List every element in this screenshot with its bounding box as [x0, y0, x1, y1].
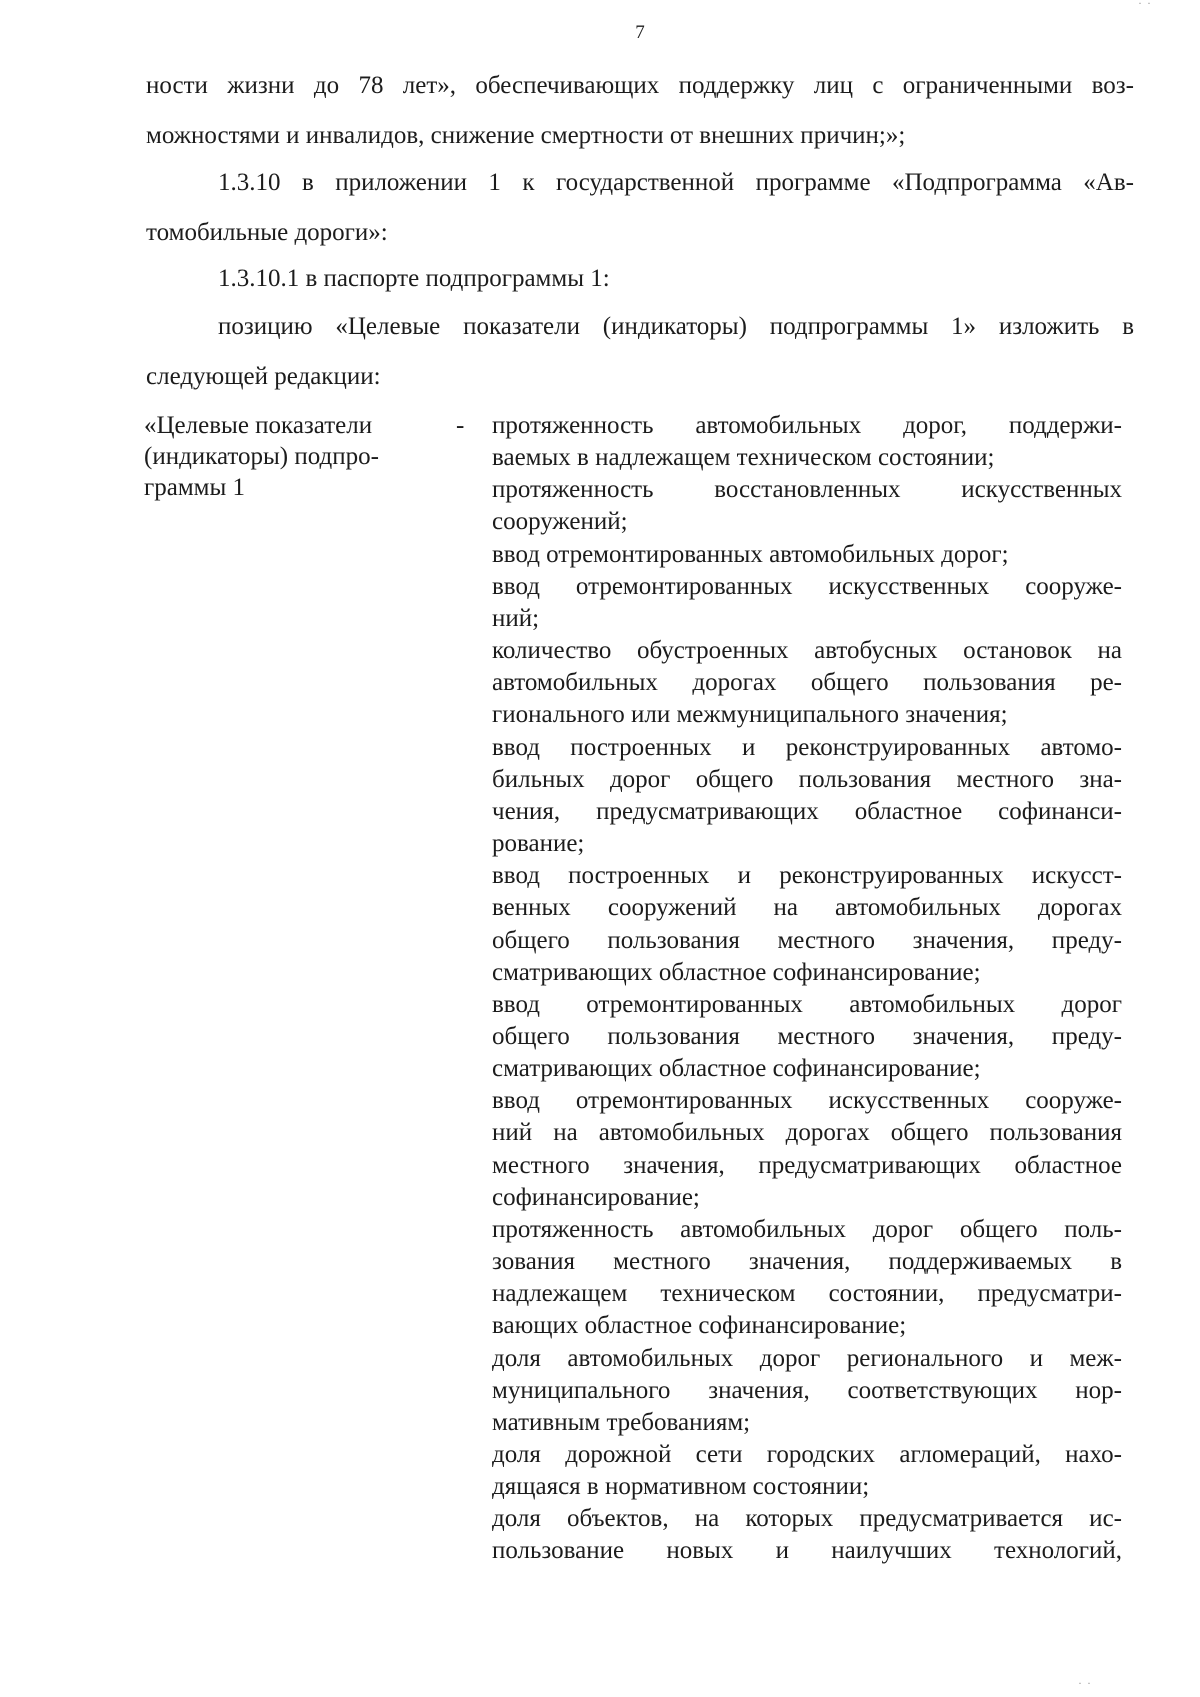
page-number: 7 — [635, 22, 645, 43]
indicator-line: пользование новых и наилучших технологий, — [492, 1537, 1122, 1565]
indicator-line: дящаяся в нормативном состоянии; — [492, 1473, 870, 1501]
paragraph-line: позицию «Целевые показатели (индикаторы) подпрограммы 1» изложить в — [218, 313, 1134, 340]
dash-separator: - — [456, 412, 465, 439]
indicator-line: ввод построенных и реконструированных автомо- — [492, 733, 1122, 761]
indicator-line: бильных дорог общего пользования местного зна- — [492, 765, 1122, 793]
indicator-line: доля автомобильных дорог регионального и меж- — [492, 1344, 1122, 1372]
indicator-line: доля дорожной сети городских агломераций, нахо- — [492, 1441, 1122, 1468]
indicator-line: ввод отремонтированных искусственных сооруже- — [492, 1087, 1122, 1115]
indicator-line: гионального или межмуниципального значения; — [492, 701, 1008, 729]
indicator-line: вающих областное софинансирование; — [492, 1312, 907, 1340]
indicator-line: сооружений; — [492, 508, 628, 536]
indicator-line: муниципального значения, соответствующих нор- — [492, 1376, 1122, 1404]
indicator-line: ввод отремонтированных искусственных сооруже- — [492, 572, 1122, 600]
paragraph-line: 1.3.10 в приложении 1 к государственной программе «Подпрограмма «Ав- — [218, 169, 1134, 196]
paragraph-line: можностями и инвалидов, снижение смертности от внешних причин;»; — [146, 122, 906, 149]
indicator-line: общего пользования местного значения, преду- — [492, 1022, 1122, 1050]
indicator-line: сматривающих областное софинансирование; — [492, 958, 981, 986]
scan-artifact-bottom: · · — [1078, 1676, 1092, 1690]
indicator-line: сматривающих областное софинансирование; — [492, 1055, 981, 1083]
position-title-line: «Целевые показатели — [144, 412, 373, 439]
position-title-line: (индикаторы) подпро- — [144, 443, 379, 470]
indicator-line: чения, предусматривающих областное софинанси- — [492, 797, 1122, 825]
indicator-line: количество обустроенных автобусных остановок на — [492, 637, 1122, 665]
indicator-line: ввод отремонтированных автомобильных дорог — [492, 990, 1122, 1018]
indicator-line: автомобильных дорогах общего пользования ре- — [492, 669, 1122, 697]
indicator-line: доля объектов, на которых предусматривается ис- — [492, 1505, 1122, 1533]
paragraph-line: томобильные дороги»: — [146, 219, 388, 246]
indicator-line: рование; — [492, 830, 585, 858]
position-title — [144, 410, 434, 503]
indicator-line: местного значения, предусматривающих областное — [492, 1151, 1122, 1179]
indicator-line: ний на автомобильных дорогах общего пользования — [492, 1119, 1122, 1147]
paragraph-line: ности жизни до 78 лет», обеспечивающих поддержку лиц с ограниченными воз- — [146, 72, 1134, 99]
indicator-line: протяженность автомобильных дорог, поддержи- — [492, 412, 1122, 439]
indicators-list — [492, 410, 1122, 1568]
indicator-line: ввод построенных и реконструированных искусст- — [492, 862, 1122, 890]
indicator-line: общего пользования местного значения, преду- — [492, 926, 1122, 954]
indicator-line: надлежащем техническом состоянии, предусматри- — [492, 1280, 1122, 1308]
indicator-line: ввод отремонтированных автомобильных дорог; — [492, 540, 1009, 568]
paragraph-line: следующей редакции: — [146, 363, 381, 390]
indicator-line: протяженность восстановленных искусственных — [492, 476, 1122, 504]
indicator-line: мативным требованиям; — [492, 1408, 751, 1436]
indicator-line: ний; — [492, 604, 540, 632]
indicator-line: софинансирование; — [492, 1183, 700, 1211]
paragraph-line: 1.3.10.1 в паспорте подпрограммы 1: — [218, 265, 610, 292]
position-title-line: граммы 1 — [144, 474, 246, 501]
indicator-line: зования местного значения, поддерживаемых в — [492, 1248, 1122, 1276]
indicator-line: венных сооружений на автомобильных дорогах — [492, 894, 1122, 922]
scan-artifact-top: · · — [1138, 0, 1152, 10]
indicator-line: протяженность автомобильных дорог общего поль- — [492, 1215, 1122, 1243]
indicator-line: ваемых в надлежащем техническом состоянии; — [492, 444, 995, 472]
